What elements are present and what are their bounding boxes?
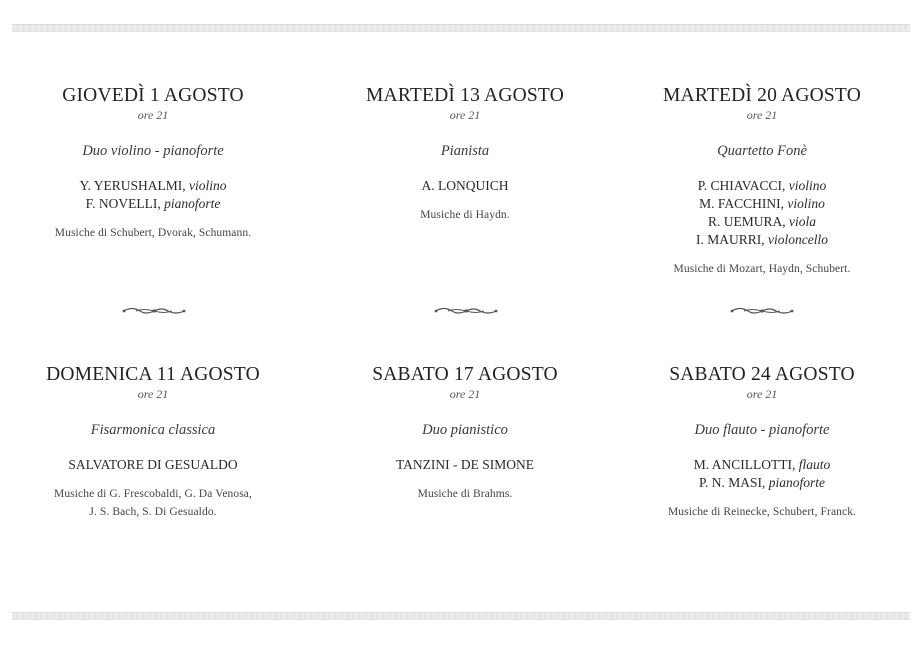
performer (8, 195, 298, 213)
flourish-ornament-icon (434, 305, 498, 317)
performer (320, 177, 610, 195)
flourish-ornament-icon (730, 305, 794, 317)
performer-name: M. FACCHINI, (699, 196, 788, 211)
performer-instrument: violoncello (768, 232, 828, 247)
performer-name: M. ANCILLOTTI, (693, 457, 799, 472)
performer-name: R. UEMURA, (707, 214, 789, 229)
concert-time: ore 21 (449, 387, 481, 401)
performer-list (8, 456, 298, 474)
top-decorative-rule (12, 24, 910, 32)
performer (617, 213, 907, 231)
concert-program (617, 260, 907, 278)
program-line: Musiche di Haydn. (420, 209, 510, 221)
concert-ensemble: Duo flauto - pianoforte (694, 422, 830, 438)
concert-block-2 (320, 85, 610, 224)
performer-list (8, 177, 298, 213)
performer (8, 177, 298, 195)
concert-time: ore 21 (137, 108, 169, 122)
performer (617, 456, 907, 474)
performer-instrument: violino (788, 178, 827, 193)
concert-block-6 (617, 364, 907, 521)
concert-ensemble: Fisarmonica classica (90, 422, 216, 438)
performer-list (617, 177, 907, 249)
performer-instrument: violino (787, 196, 825, 211)
concert-time: ore 21 (746, 387, 778, 401)
concert-program (8, 485, 298, 521)
performer-list (320, 177, 610, 195)
concert-ensemble: Duo pianistico (422, 422, 508, 438)
concert-ensemble: Pianista (440, 143, 490, 159)
performer-instrument: viola (789, 214, 816, 229)
program-line: Musiche di Schubert, Dvorak, Schumann. (54, 227, 252, 239)
performer-list (320, 456, 610, 474)
concert-block-1 (8, 85, 298, 242)
performer-instrument: violino (189, 178, 227, 193)
performer (617, 177, 907, 195)
performer-name: F. NOVELLI, (85, 196, 165, 211)
concert-date: MARTEDÌ 20 AGOSTO (663, 85, 861, 106)
performer-name: TANZINI - DE SIMONE (395, 457, 535, 472)
performer-name: Y. YERUSHALMI, (79, 178, 189, 193)
performer-instrument: pianoforte (768, 475, 826, 490)
program-line: Musiche di Brahms. (417, 488, 513, 500)
concert-ensemble: Quartetto Fonè (717, 143, 807, 159)
concert-date: DOMENICA 11 AGOSTO (46, 364, 260, 385)
performer-instrument: flauto (798, 457, 831, 472)
performer-name: SALVATORE DI GESUALDO (68, 457, 238, 472)
performer-name: P. CHIAVACCI, (697, 178, 789, 193)
concert-program (320, 485, 610, 503)
performer-list (617, 456, 907, 492)
performer (617, 195, 907, 213)
performer-name: I. MAURRI, (696, 232, 769, 247)
concert-date: GIOVEDÌ 1 AGOSTO (62, 85, 244, 106)
flourish-ornament-icon (122, 305, 186, 317)
concert-date: SABATO 17 AGOSTO (372, 364, 558, 385)
concert-ensemble: Duo violino - pianoforte (82, 143, 224, 159)
concert-block-3 (617, 85, 907, 278)
concert-time: ore 21 (449, 108, 481, 122)
concert-program (320, 206, 610, 224)
performer-name: A. LONQUICH (421, 178, 509, 193)
performer-name: P. N. MASI, (698, 475, 769, 490)
concert-program (617, 503, 907, 521)
program-line: Musiche di G. Frescobaldi, G. Da Venosa, (54, 488, 252, 500)
program-line: Musiche di Reinecke, Schubert, Franck. (667, 506, 857, 518)
performer (617, 474, 907, 492)
concert-time: ore 21 (137, 387, 169, 401)
performer (320, 456, 610, 474)
concert-program (8, 224, 298, 242)
performer (617, 231, 907, 249)
performer-instrument: pianoforte (164, 196, 221, 211)
concert-block-4 (8, 364, 298, 521)
concert-time: ore 21 (746, 108, 778, 122)
bottom-decorative-rule (12, 612, 910, 620)
performer (8, 456, 298, 474)
concert-date: MARTEDÌ 13 AGOSTO (366, 85, 564, 106)
concert-date: SABATO 24 AGOSTO (669, 364, 855, 385)
concert-block-5 (320, 364, 610, 503)
program-line: J. S. Bach, S. Di Gesualdo. (89, 506, 217, 518)
program-line: Musiche di Mozart, Haydn, Schubert. (673, 263, 851, 275)
